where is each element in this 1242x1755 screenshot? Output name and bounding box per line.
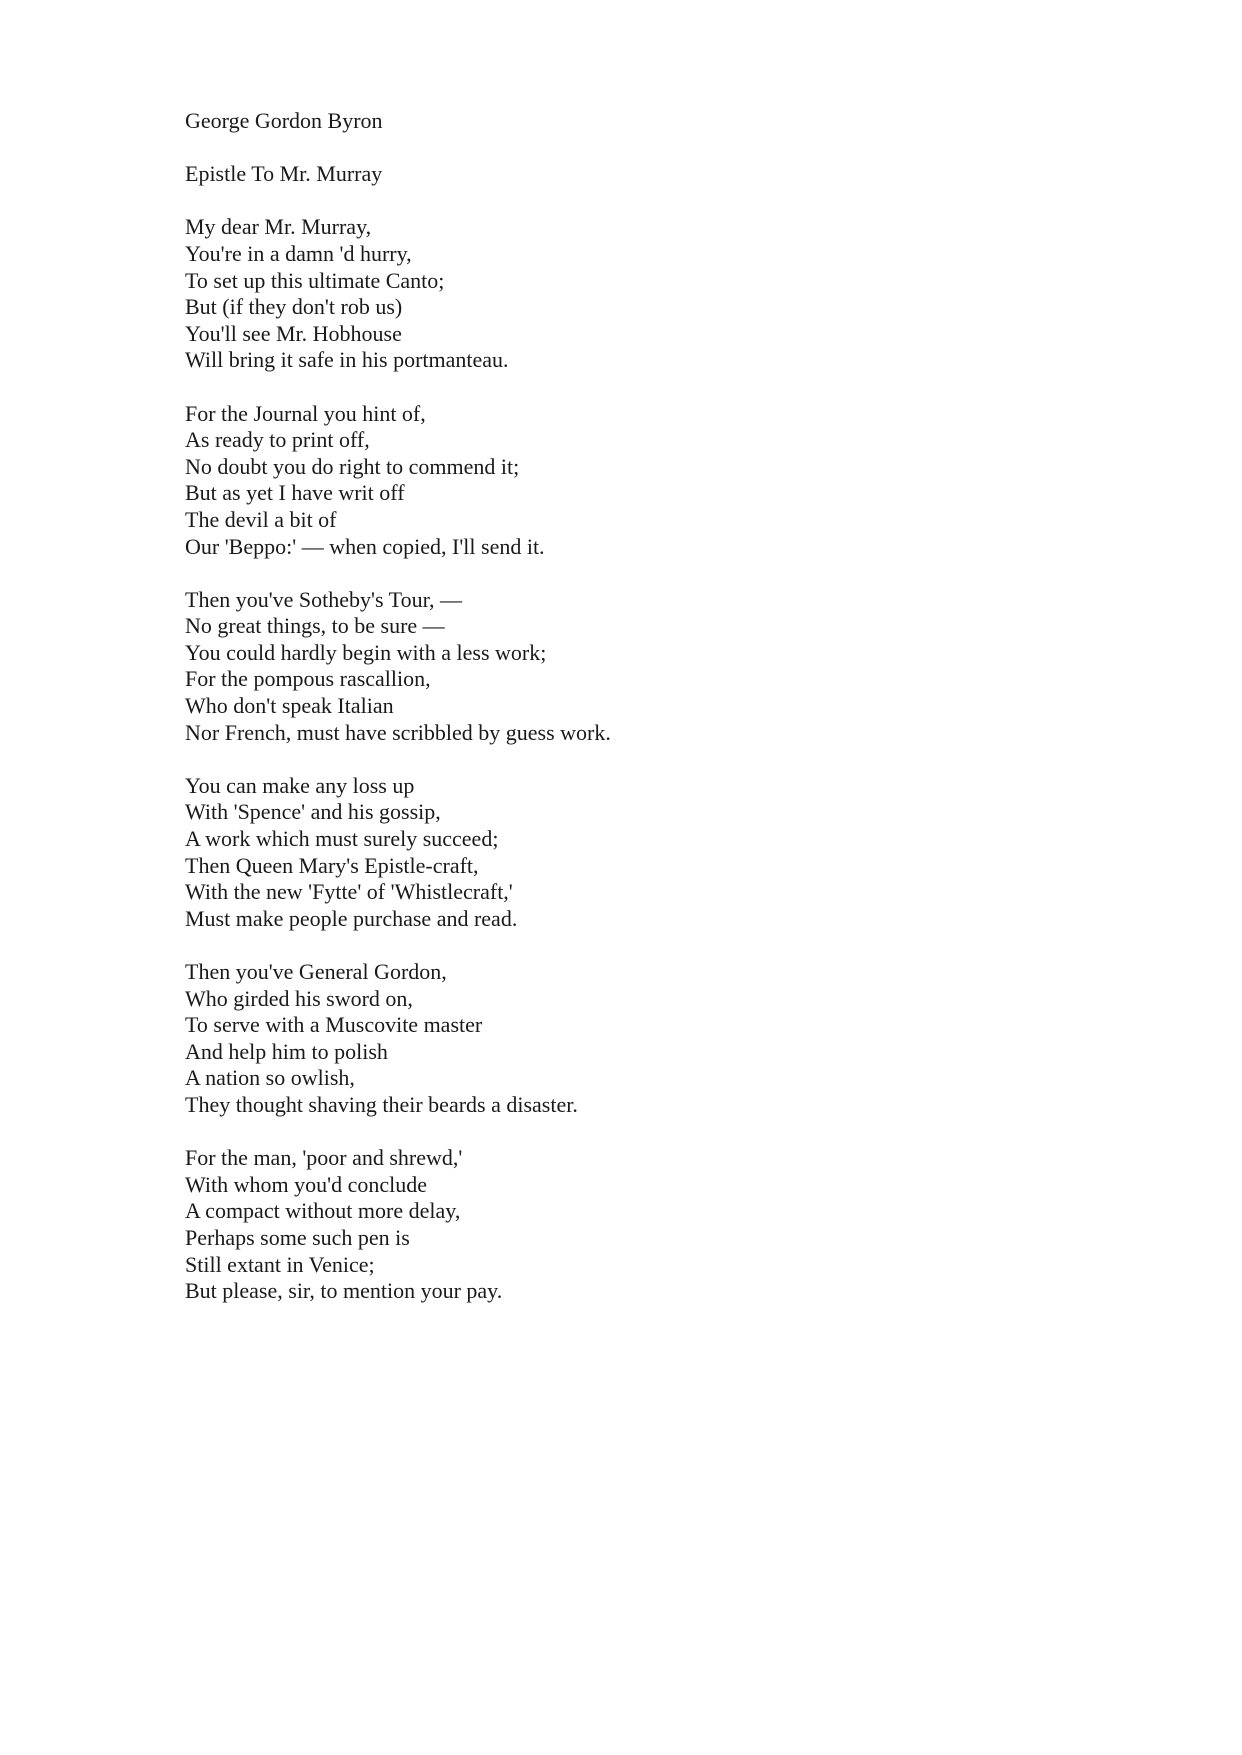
poem-line: But please, sir, to mention your pay. <box>185 1278 503 1304</box>
poem-line: With 'Spence' and his gossip, <box>185 799 441 825</box>
poem-line: Our 'Beppo:' — when copied, I'll send it. <box>185 533 545 559</box>
author-name: George Gordon Byron <box>185 108 383 133</box>
poem-line: To set up this ultimate Canto; <box>185 267 445 293</box>
stanza-6 <box>185 1145 1085 1305</box>
poem-line: Still extant in Venice; <box>185 1251 375 1277</box>
poem-line: To serve with a Muscovite master <box>185 1012 483 1038</box>
poem-line: With whom you'd conclude <box>185 1171 427 1197</box>
poem-line: You can make any loss up <box>185 772 415 798</box>
poem-line: No doubt you do right to commend it; <box>185 453 520 479</box>
poem-line: Will bring it safe in his portmanteau. <box>185 347 509 373</box>
poem-line: A nation so owlish, <box>185 1065 355 1091</box>
poem-line: But as yet I have writ off <box>185 480 405 506</box>
poem-line: A work which must surely succeed; <box>185 826 499 852</box>
stanza-3 <box>185 587 1085 747</box>
poem-line: They thought shaving their beards a disaster. <box>185 1091 578 1117</box>
poem-line: For the Journal you hint of, <box>185 400 426 426</box>
poem-line: Then Queen Mary's Epistle-craft, <box>185 852 479 878</box>
spacer <box>185 135 1085 162</box>
poem-line: You could hardly begin with a less work; <box>185 639 547 665</box>
poem-line: The devil a bit of <box>185 506 337 532</box>
poem-line: Who don't speak Italian <box>185 693 394 719</box>
poem-line: You're in a damn 'd hurry, <box>185 240 412 266</box>
poem-line: Then you've General Gordon, <box>185 959 447 984</box>
stanza-5 <box>185 959 1085 1119</box>
poem-line: Then you've Sotheby's Tour, — <box>185 586 463 612</box>
poem-line: A compact without more delay, <box>185 1198 461 1224</box>
spacer <box>185 1119 1085 1146</box>
spacer <box>185 560 1085 587</box>
spacer <box>185 746 1085 773</box>
poem-line: With the new 'Fytte' of 'Whistlecraft,' <box>185 879 513 905</box>
poem-line: Nor French, must have scribbled by guess work. <box>185 719 611 745</box>
spacer <box>185 374 1085 401</box>
poem-line: Who girded his sword on, <box>185 985 413 1011</box>
poem-line: And help him to polish <box>185 1038 388 1064</box>
poem-line: No great things, to be sure — <box>185 613 445 639</box>
spacer <box>185 932 1085 959</box>
spacer <box>185 188 1085 215</box>
poem-line: You'll see Mr. Hobhouse <box>185 320 402 346</box>
poem-line: For the pompous rascallion, <box>185 666 431 692</box>
stanza-2 <box>185 401 1085 561</box>
poem-title: Epistle To Mr. Murray <box>185 161 383 187</box>
stanza-1 <box>185 214 1085 374</box>
stanza-4 <box>185 773 1085 933</box>
poem-line: For the man, 'poor and shrewd,' <box>185 1145 463 1171</box>
poem-line: My dear Mr. Murray, <box>185 214 372 240</box>
poem-line: But (if they don't rob us) <box>185 294 403 320</box>
poem-line: Perhaps some such pen is <box>185 1224 410 1250</box>
poem-line: Must make people purchase and read. <box>185 905 518 931</box>
poem-text <box>185 108 1085 1305</box>
poem-line: As ready to print off, <box>185 427 370 453</box>
